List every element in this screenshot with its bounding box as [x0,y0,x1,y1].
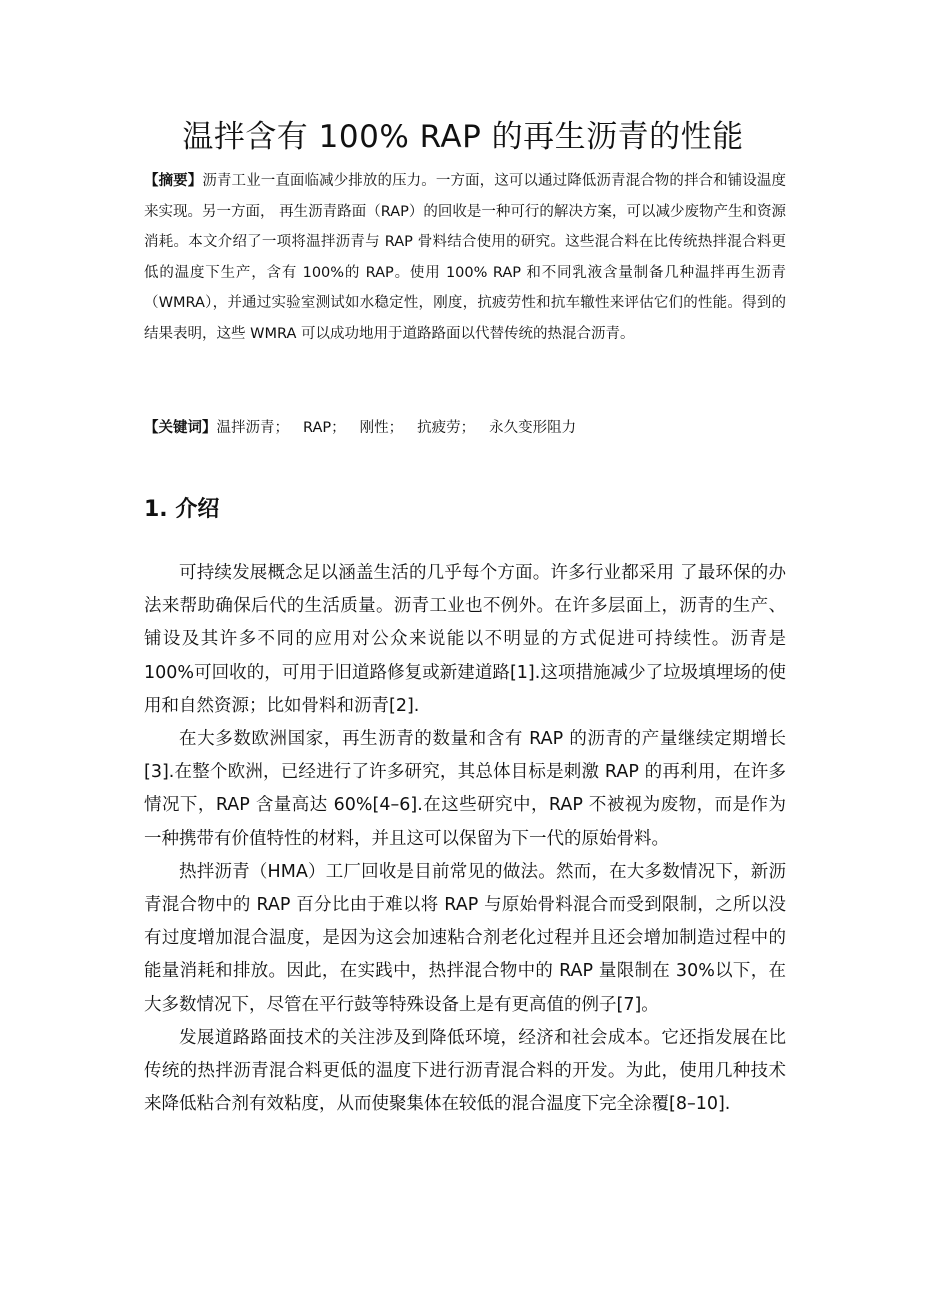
body-paragraph: 在大多数欧洲国家，再生沥青的数量和含有 RAP 的沥青的产量继续定期增长[3].在整个欧洲，已经进行了许多研究，其总体目标是刺激 RAP 的再利用，在许多情况下，RAP 含量高达 60%[4–6].在这些研究中，RAP 不被视为废物，而是作为一种携带有价值特性的材料，并且这可以保留为下一代的原始骨料。 [144,729,786,849]
abstract-paragraph [144,166,786,349]
keyword-item: 刚性； [359,420,404,436]
section-heading: 1. 介绍 [144,497,220,522]
keyword-item: 抗疲劳； [417,420,476,436]
body-paragraph: 可持续发展概念足以涵盖生活的几乎每个方面。许多行业都采用 了最环保的办法来帮助确保后代的生活质量。沥青工业也不例外。在许多层面上，沥青的生产、铺设及其许多不同的应用对公众来说能以不明显的方式促进可持续性。沥青是 100%可回收的，可用于旧道路修复或新建道路[1].这项措施减少了垃圾填埋场的使用和自然资源；比如骨料和沥青[2]. [144,563,786,716]
keywords-section [144,414,786,442]
abstract-label: 【摘要】 [144,173,203,189]
body-paragraph: 发展道路路面技术的关注涉及到降低环境，经济和社会成本。它还指发展在比传统的热拌沥青混合料更低的温度下进行沥青混合料的开发。为此，使用几种技术来降低粘合剂有效粘度，从而使聚集体在较低的混合温度下完全涂覆[8–10]. [144,1027,786,1115]
keyword-item: 永久变形阻力 [489,420,577,436]
keyword-item: 温拌沥青； [216,420,289,436]
document-title: 温拌含有 100% RAP 的再生沥青的性能 [182,119,744,155]
abstract-section [144,166,786,349]
body-paragraph: 热拌沥青（HMA）工厂回收是目前常见的做法。然而，在大多数情况下，新沥青混合物中的 RAP 百分比由于难以将 RAP 与原始骨料混合而受到限制，之所以没有过度增加混合温度，是因为这会加速粘合剂老化过程并且还会增加制造过程中的能量消耗和排放。因此，在实践中，热拌混合物中的 RAP 量限制在 30%以下，在大多数情况下，尽管在平行鼓等特殊设备上是有更高值的例子[7]。 [144,861,786,1015]
keyword-item: RAP； [303,420,346,436]
abstract-text: 沥青工业一直面临减少排放的压力。一方面，这可以通过降低沥青混合物的拌合和铺设温度来实现。另一方面， 再生沥青路面（RAP）的回收是一种可行的解决方案，可以减少废物产生和资源消耗。本文介绍了一项将温拌沥青与 RAP 骨料结合使用的研究。这些混合料在比传统热拌混合料更低的温度下生产，含有 100%的 RAP。使用 100% RAP 和不同乳液含量制备几种温拌再生沥青（WMRA），并通过实验室测试如水稳定性，刚度，抗疲劳性和抗车辙性来评估它们的性能。得到的结果表明，这些 WMRA 可以成功地用于道路路面以代替传统的热混合沥青。 [144,173,786,342]
keywords-label: 【关键词】 [144,420,217,436]
section-body [144,557,786,1121]
